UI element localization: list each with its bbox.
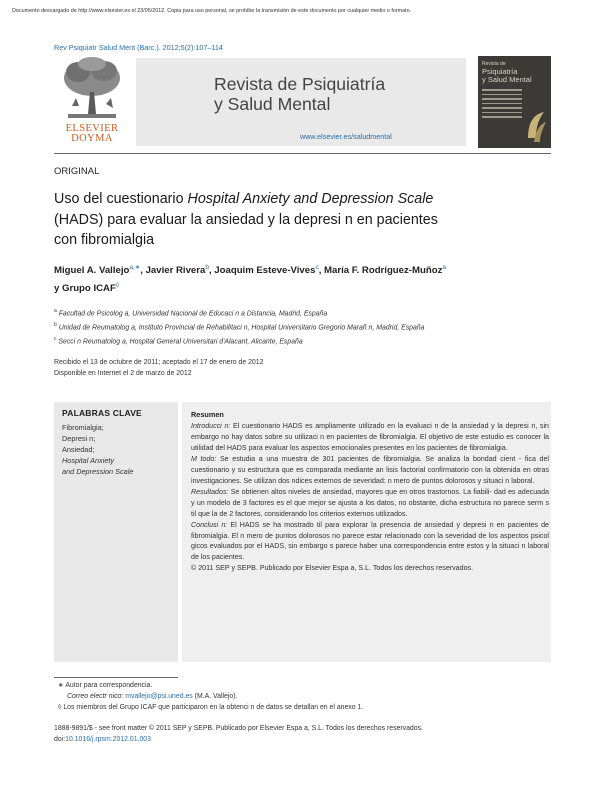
author-name[interactable]: María F. Rodríguez-Muñoz: [324, 265, 443, 277]
author-separator: ,: [140, 265, 146, 277]
abstract-introduction: [191, 421, 549, 454]
doi-line: [54, 735, 423, 746]
abstract-method-text: Se estudia a una muestra de 301 pacientes de fibromialgia. Se analiza la bondad cient - fica del cuestionario y su estructura que es comparada mediante an lisis factorial confirmatorio con la obtenida en otras investigaciones. Se utilizan dos ndices externos de severidad: n mero de puntos dolorosos y situaci n laboral.: [191, 454, 549, 485]
author-name[interactable]: y Grupo ICAF: [54, 282, 116, 294]
cover-text-lines: [482, 89, 522, 121]
author-list: [54, 261, 554, 296]
header-divider: [54, 153, 551, 154]
keyword-item: Depresi n;: [62, 434, 96, 443]
author-affil-mark[interactable]: a,∗: [129, 264, 141, 271]
affiliations: [54, 306, 554, 348]
affiliation-mark: a: [54, 308, 57, 314]
affiliation-text: Unidad de Reumatolog a, Instituto Provincial de Rehabilitaci n, Hospital Universitario Gregorio Marañ n, Madrid, España: [58, 324, 425, 332]
journal-citation[interactable]: Rev Psiquiatr Salud Ment (Barc.). 2012;5(2):107–114: [54, 43, 223, 52]
footnote-corresponding: [58, 681, 363, 692]
keyword-item: and Depression Scale: [62, 467, 134, 476]
online-date: Disponible en Internet el 2 de marzo de 2012: [54, 369, 192, 377]
footnote-group: [58, 703, 363, 714]
journal-title-line-2: y Salud Mental: [214, 94, 331, 114]
journal-title: [214, 74, 385, 114]
abstract-intro-text: El cuestionario HADS es ampliamente utilizado en la evaluaci n de la ansiedad y la depresi n, sin embargo no hay datos sobre su utilizaci n en pacientes de fibromialgia. El objetivo de este estudio es conocer la utilidad del HADS para evaluar los aspectos emocionales presentes en los pacientes de fibromialgia.: [191, 422, 549, 452]
section-label: ORIGINAL: [54, 166, 100, 177]
keywords-list: [62, 422, 133, 477]
cover-art-icon: [524, 108, 548, 144]
abstract-conclusion: [191, 520, 549, 564]
cover-title: [482, 60, 532, 84]
journal-title-line-1: Revista de Psiquiatría: [214, 74, 386, 94]
title-part-2: Hospital Anxiety and Depression Scale: [187, 191, 434, 207]
author-affil-mark[interactable]: c: [315, 264, 319, 271]
affiliation-item: [54, 320, 554, 334]
publisher-line-2: DOYMA: [71, 133, 113, 144]
doi-label: doi:: [54, 735, 66, 743]
email-suffix: (M.A. Vallejo).: [192, 692, 238, 700]
publisher-name: [56, 124, 128, 144]
keywords-heading: PALABRAS CLAVE: [62, 408, 142, 418]
abstract-copyright: © 2011 SEP y SEPB. Publicado por Elsevier Espa a, S.L. Todos los derechos reservados.: [191, 564, 474, 573]
footnote-mark: ∗: [58, 682, 64, 689]
email-link[interactable]: mvallejo@psi.uned.es: [125, 692, 193, 700]
journal-cover-thumbnail: [478, 56, 551, 148]
affiliation-mark: c: [54, 336, 57, 343]
title-part-3: (HADS) para evaluar la ansiedad y la depresi n en pacientes: [54, 211, 438, 228]
footnote-text: Los miembros del Grupo ICAF que participaron en la obtenci n de datos se detallan en el anexo 1.: [63, 703, 364, 711]
abstract-results-label: Resultados:: [191, 487, 229, 496]
author-affil-mark[interactable]: ◊: [115, 281, 120, 289]
author-affil-mark[interactable]: a: [442, 264, 446, 271]
title-part-1: Uso del cuestionario: [54, 191, 188, 207]
cover-title-line-2: Psiquiatría: [482, 67, 518, 76]
cover-title-line-1: Revista de: [482, 61, 506, 67]
email-label: Correo electr nico:: [67, 692, 124, 700]
article-title: [54, 189, 554, 251]
affiliation-item: [54, 306, 554, 320]
journal-url-link[interactable]: www.elsevier.es/saludmental: [300, 132, 392, 141]
abstract-heading: Resumen: [191, 410, 224, 419]
journal-title-box: [136, 58, 466, 146]
abstract-text: [191, 421, 549, 574]
author-name[interactable]: Miguel A. Vallejo: [54, 265, 130, 277]
issn-block: [54, 724, 423, 746]
doi-link[interactable]: 10.1016/j.rpsm.2012.01.003: [65, 735, 151, 743]
article-dates: [54, 358, 263, 380]
footnotes: [58, 681, 363, 713]
author-separator: ,: [208, 265, 215, 277]
affiliation-text: Facultad de Psicolog a, Universidad Nacional de Educaci n a Distancia, Madrid, España: [58, 310, 328, 318]
keyword-item: Fibromialgia;: [62, 423, 104, 432]
abstract-box: [182, 402, 551, 662]
author-separator: ,: [318, 265, 325, 277]
footnote-text: Autor para correspondencia.: [65, 682, 153, 689]
author-name[interactable]: Javier Rivera: [145, 265, 206, 277]
abstract-method: [191, 454, 549, 487]
publisher-line-1: ELSEVIER: [65, 123, 119, 134]
author-affil-mark[interactable]: b: [205, 264, 209, 271]
footnote-mark: ◊: [58, 703, 62, 711]
footnote-divider: [54, 677, 178, 678]
elsevier-tree-icon: [58, 56, 126, 122]
cover-title-line-3: y Salud Mental: [482, 75, 532, 84]
abstract-method-label: M todo:: [191, 454, 217, 463]
affiliation-mark: b: [54, 322, 57, 329]
affiliation-text: Secci n Reumatolog a, Hospital General Universitari d'Alacant, Alicante, España: [58, 338, 303, 346]
keywords-box: [54, 402, 178, 662]
journal-banner: [54, 56, 551, 148]
keyword-item: Hospital Anxiety: [62, 456, 115, 465]
issn-line: 1888-9891/$ - see front matter © 2011 SEP y SEPB. Publicado por Elsevier Espa a, S.L. Todos los derechos reservados.: [54, 725, 423, 732]
affiliation-item: [54, 334, 554, 348]
abstract-results: [191, 487, 549, 520]
elsevier-logo[interactable]: [54, 56, 130, 148]
received-date: Recibido el 13 de octubre de 2011; aceptado el 17 de enero de 2012: [54, 359, 264, 366]
abstract-conclusion-text: El HADS se ha mostrado til para explorar la presencia de ansiedad y depresi n en pacientes de fibromialgia. El n mero de puntos dolorosos no parece estar relacionado con la severidad de los aspectos psicol gicos evaluados por el HADS, sin embargo s parece haber una correspondencia entre estos y la situaci n laboral de los pacientes.: [191, 520, 549, 562]
abstract-intro-label: Introducci n:: [191, 422, 231, 430]
author-name[interactable]: Joaquim Esteve-Vives: [214, 265, 316, 277]
abstract-results-text: Se obtienen altos niveles de ansiedad, mayores que en otros trastornos. La fiabili- dad es adecuada y un modelo de 3 factores es el que mejor se ajusta a los datos, no obstante, dicha estructura no parece serm s til que la de 2 factores, considerando los criterios externos utilizados.: [191, 487, 549, 518]
keyword-item: Ansiedad;: [62, 445, 95, 454]
title-part-4: con fibromialgia: [54, 232, 155, 248]
abstract-conclusion-label: Conclusi n:: [191, 520, 228, 529]
footnote-email: [58, 692, 363, 703]
download-notice: Documento descargado de http://www.elsevier.es el 23/05/2012. Copia para uso personal, se prohíbe la transmisión de este documento por cualquier medio o formato.: [12, 8, 412, 14]
